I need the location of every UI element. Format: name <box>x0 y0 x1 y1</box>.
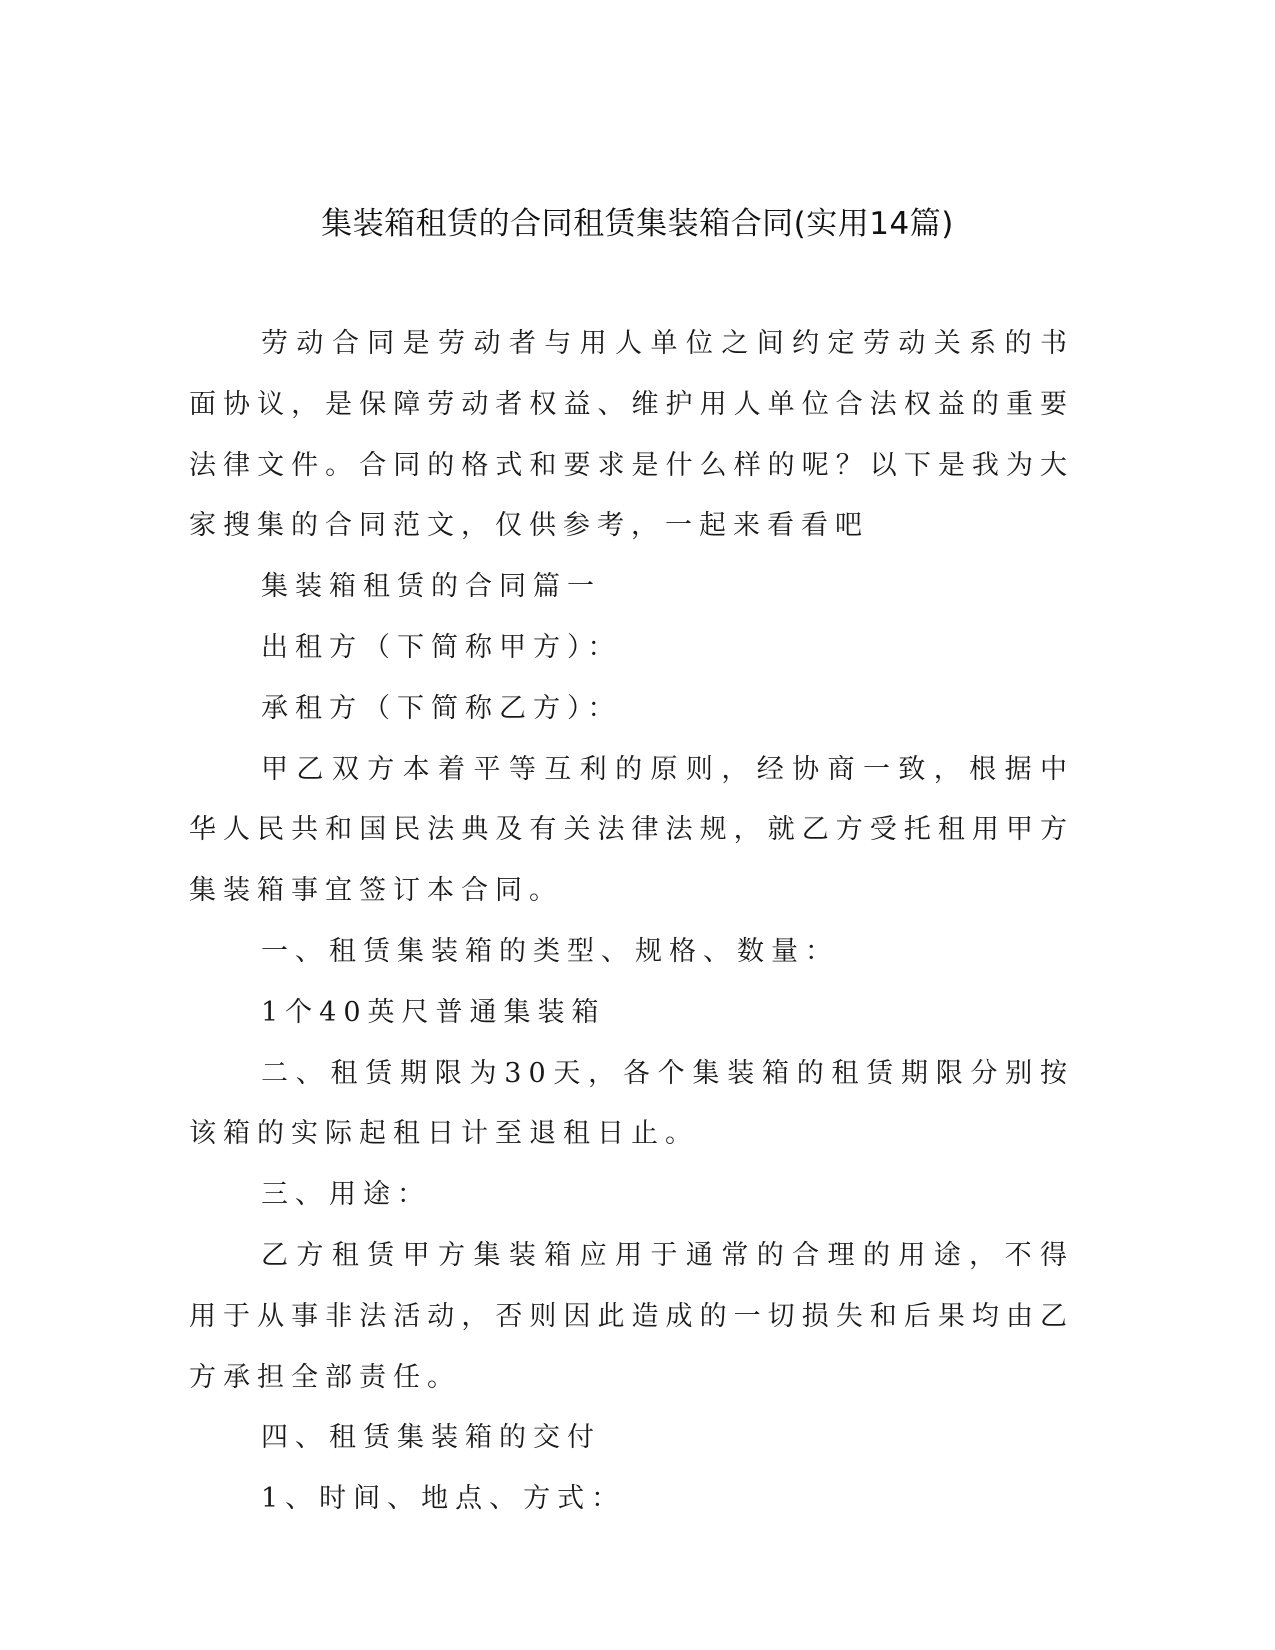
clause-2-paragraph: 二、租赁期限为30天，各个集装箱的租赁期限分别按该箱的实际起租日计至退租日止。 <box>189 1057 1074 1150</box>
clause-1-content: 1个40英尺普通集装箱 <box>261 996 606 1028</box>
clause-1-heading: 一、租赁集装箱的类型、规格、数量： <box>261 935 839 967</box>
clause-4-item-1: 1、时间、地点、方式： <box>261 1483 626 1515</box>
lessee-line: 承租方（下简称乙方）： <box>261 692 622 724</box>
lessor-line: 出租方（下简称甲方）： <box>261 631 622 663</box>
clause-3-content: 乙方租赁甲方集装箱应用于通常的合理的用途，不得用于从事非法活动，否则因此造成的一切损失和后果均由乙方承担全部责任。 <box>189 1239 1074 1393</box>
clause-4-heading: 四、租赁集装箱的交付 <box>261 1422 601 1454</box>
preamble-paragraph: 甲乙双方本着平等互利的原则，经协商一致，根据中华人民共和国民法典及有关法律法规，就乙方受托租用甲方集装箱事宜签订本合同。 <box>189 753 1074 907</box>
document-title: 集装箱租赁的合同租赁集装箱合同(实用14篇) <box>321 206 954 242</box>
clause-3-heading: 三、用途： <box>261 1179 431 1211</box>
section-heading: 集装箱租赁的合同篇一 <box>261 571 601 603</box>
intro-paragraph: 劳动合同是劳动者与用人单位之间约定劳动关系的书面协议，是保障劳动者权益、维护用人单位合法权益的重要法律文件。合同的格式和要求是什么样的呢？以下是我为大家搜集的合同范文，仅供参考，一起来看看吧 <box>189 328 1074 542</box>
document-body <box>189 314 1074 1530</box>
